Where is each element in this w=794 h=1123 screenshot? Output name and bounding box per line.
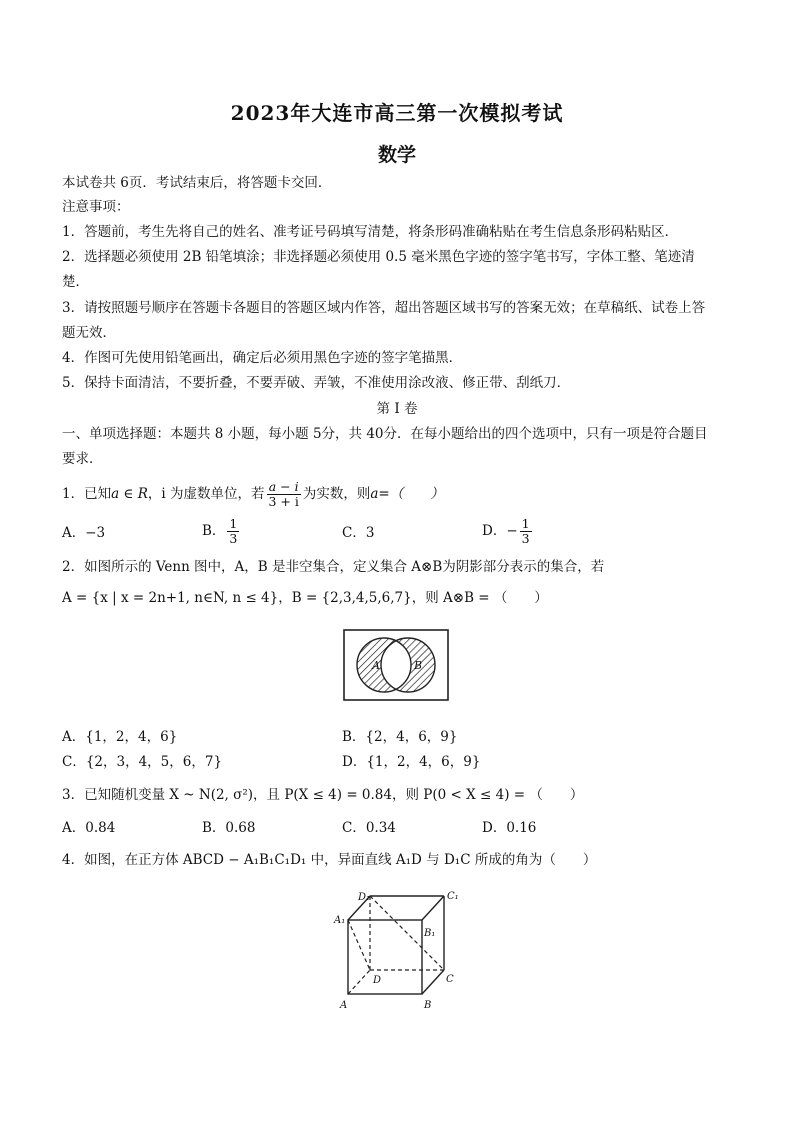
q2-option-d: D．{1，2，4，6，9} <box>342 754 481 770</box>
question-1 <box>62 478 737 510</box>
q1-suffix: 为实数，则 <box>302 486 371 502</box>
q1-fraction <box>267 480 301 509</box>
instruction-item-3-line2: 题无效． <box>62 325 116 341</box>
volume-label: 第 I 卷 <box>376 401 418 417</box>
q3-option-a: A．0.84 <box>62 820 116 836</box>
q1-option-b-numerator: 1 <box>229 516 238 531</box>
q1-option-b-denominator: 3 <box>229 531 238 546</box>
q1-option-d <box>482 515 534 547</box>
q1-fraction-numerator: a − i <box>267 480 301 495</box>
cube-label-b1: B₁ <box>424 928 436 939</box>
q1-option-b-label: B． <box>202 523 226 539</box>
q1-option-b <box>202 515 241 547</box>
instruction-item-4: 4．作图可先使用铅笔画出，确定后必须用黑色字迹的签字笔描黑． <box>62 350 463 366</box>
q1-option-a: A．−3 <box>62 525 106 541</box>
q3-option-b: B．0.68 <box>202 820 256 836</box>
q3-option-c: C．0.34 <box>342 820 396 836</box>
q1-option-d-fraction <box>520 517 532 546</box>
q1-ask: a=（ ） <box>370 486 444 502</box>
cube-label-d: D <box>373 975 382 986</box>
cube-label-c1: C₁ <box>447 891 459 902</box>
venn-diagram <box>342 628 450 702</box>
exam-subject: 数学 <box>377 144 416 166</box>
cube-label-a1: A₁ <box>334 915 346 926</box>
cube-label-c: C <box>446 974 454 985</box>
q1-option-d-numerator: 1 <box>521 516 530 531</box>
q2-option-a: A．{1，2，4，6} <box>62 729 178 745</box>
q1-option-d-denominator: 3 <box>521 531 530 546</box>
instructions-heading: 注意事项： <box>62 199 130 215</box>
instruction-item-1: 1．答题前，考生先将自己的姓名、准考证号码填写清楚，将条形码准确粘贴在考生信息条形码粘贴区． <box>62 224 679 240</box>
question-4: 4．如图，在正方体 ABCD − A₁B₁C₁D₁ 中，异面直线 A₁D 与 D₁C 所成的角为（ ） <box>62 852 597 868</box>
q1-option-c: C．3 <box>342 525 375 541</box>
cube-label-d1: D₁ <box>358 892 371 903</box>
q2-option-c: C．{2，3，4，5，6，7} <box>62 754 223 770</box>
instruction-item-2-line2: 楚． <box>62 274 89 290</box>
cube-segment-a1d <box>348 920 370 970</box>
cube-diagram <box>332 888 464 1018</box>
q1-fraction-denominator: 3 + i <box>268 494 299 509</box>
section1-heading-line1: 一、单项选择题：本题共 8 小题，每小题 5分，共 40分．在每小题给出的四个选项中，只有一项是符合题目 <box>62 426 708 442</box>
q2-option-b: B．{2，4，6，9} <box>342 729 458 745</box>
q1-condition: a ∈ R <box>111 486 148 502</box>
cube-label-a: A <box>340 1000 348 1011</box>
q1-prefix: 1．已知 <box>62 486 112 502</box>
q1-mid: ，i 为虚数单位，若 <box>147 486 265 502</box>
section1-heading-line2: 要求． <box>62 451 103 467</box>
q2-line1: 2．如图所示的 Venn 图中，A，B 是非空集合，定义集合 A⊗B为阴影部分表示的集合，若 <box>62 559 605 575</box>
q1-option-b-fraction <box>227 517 239 546</box>
instruction-item-2-line1: 2．选择题必须使用 2B 铅笔填涂；非选择题必须使用 0.5 毫米黑色字迹的签字笔书写，字体工整、笔迹清 <box>62 249 695 265</box>
instruction-item-5: 5．保持卡面清洁，不要折叠，不要弄破、弄皱，不准使用涂改液、修正带、刮纸刀． <box>62 375 571 391</box>
q1-option-d-label: D．− <box>482 523 518 539</box>
venn-label-b: B <box>414 659 423 672</box>
q3-option-d: D．0.16 <box>482 820 537 836</box>
cube-label-b: B <box>424 1000 432 1011</box>
venn-label-a: A <box>372 659 380 672</box>
question-3: 3．已知随机变量 X ~ N(2, σ²)，且 P(X ≤ 4) = 0.84，则 P(0 < X ≤ 4) = （ ） <box>62 787 584 803</box>
exam-title: 2023年大连市高三第一次模拟考试 <box>230 101 564 125</box>
q2-line2: A = {x | x = 2n+1, n∈N, n ≤ 4}，B = {2,3,4,5,6,7}，则 A⊗B = （ ） <box>62 590 548 606</box>
instructions-intro: 本试卷共 6页．考试结束后，将答题卡交回． <box>62 175 332 191</box>
instruction-item-3-line1: 3．请按照题号顺序在答题卡各题目的答题区域内作答，超出答题区域书写的答案无效；在草稿纸、试卷上答 <box>62 300 706 316</box>
